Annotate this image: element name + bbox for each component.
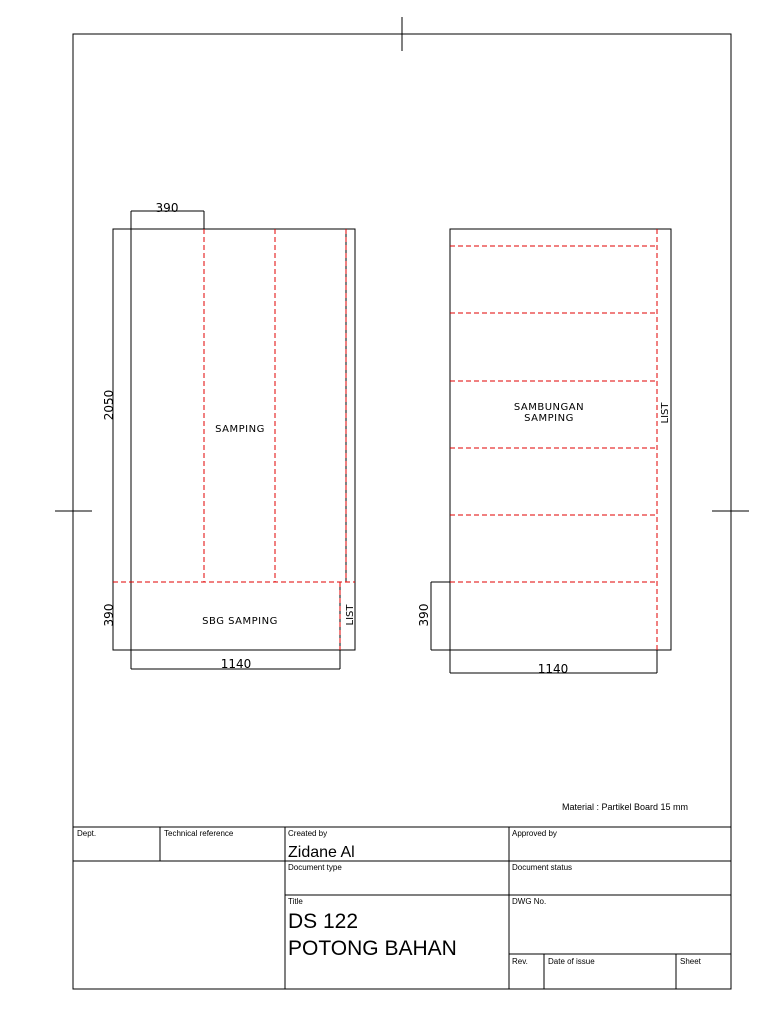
registration-marks	[55, 17, 749, 511]
date-of-issue-label: Date of issue	[548, 957, 595, 966]
dwg-no-label: DWG No.	[512, 897, 547, 906]
left-dim-top-text: 390	[155, 201, 179, 215]
left-dim-width-text: 1140	[220, 657, 252, 671]
left-dim-strip-text: 390	[102, 603, 116, 627]
left-cut-lines	[113, 229, 355, 650]
right-dim-strip-text: 390	[417, 603, 431, 627]
left-main-label: SAMPING	[215, 424, 265, 435]
rev-label: Rev.	[512, 957, 528, 966]
right-cut-lines	[450, 229, 657, 650]
left-edge-label: LIST	[345, 604, 356, 626]
technical-reference-label: Technical reference	[164, 829, 234, 838]
right-board-outline	[450, 229, 671, 650]
title-label: Title	[288, 897, 303, 906]
right-main-label-line1: SAMBUNGAN	[513, 402, 585, 413]
approved-by-label: Approved by	[512, 829, 557, 838]
left-dim-height-text: 2050	[102, 389, 116, 421]
material-note: Material : Partikel Board 15 mm	[561, 802, 688, 812]
created-by-value: Zidane Al	[288, 844, 355, 861]
right-edge-label: LIST	[660, 402, 671, 424]
right-dim-width-text: 1140	[537, 662, 569, 676]
title-line2: POTONG BAHAN	[288, 937, 457, 960]
right-panel	[417, 229, 671, 676]
sheet-label: Sheet	[680, 957, 701, 966]
sheet-border	[73, 34, 731, 989]
left-panel	[102, 201, 356, 671]
title-line1: DS 122	[288, 910, 359, 933]
title-block	[73, 827, 731, 989]
left-bottom-label: SBG SAMPING	[202, 616, 278, 627]
right-main-label-line2: SAMPING	[524, 413, 574, 424]
dept-label: Dept.	[77, 829, 97, 838]
document-status-label: Document status	[512, 863, 573, 872]
left-board-outline	[113, 229, 355, 650]
right-strip-step	[431, 582, 450, 650]
created-by-label: Created by	[288, 829, 328, 838]
document-type-label: Document type	[288, 863, 342, 872]
